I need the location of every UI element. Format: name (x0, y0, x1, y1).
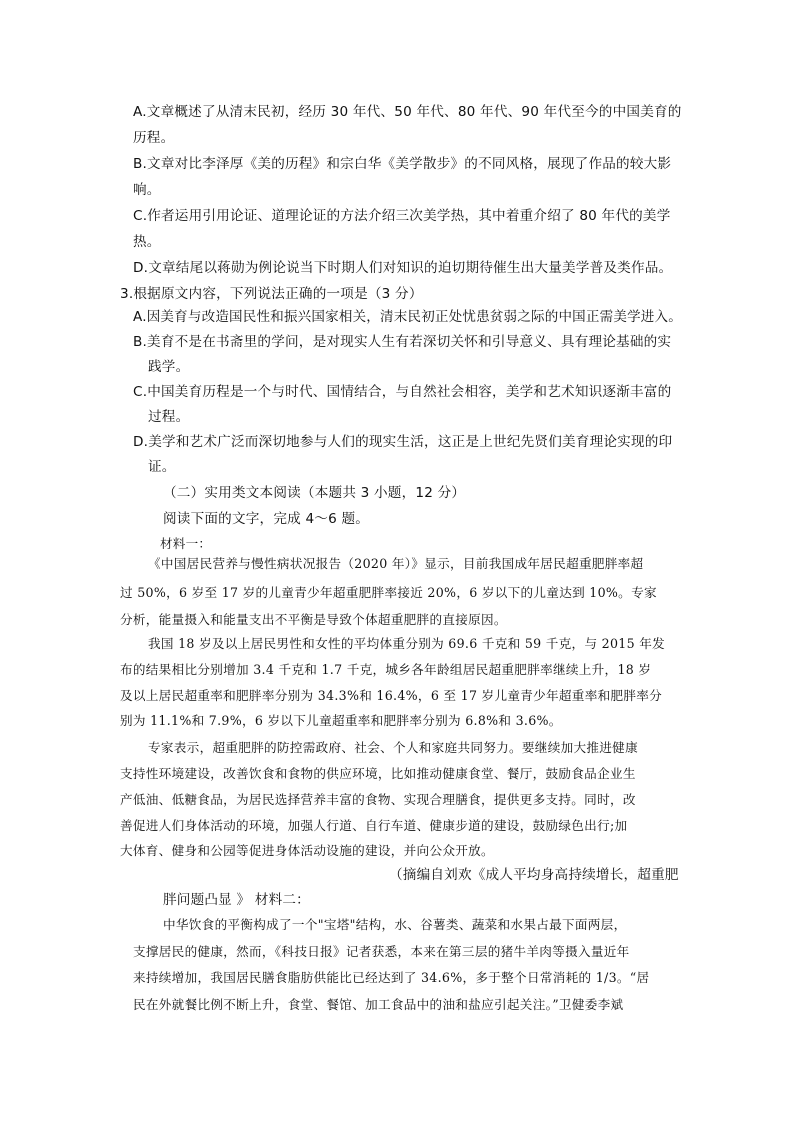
material1-line: 善促进人们身体活动的环境，加强人行道、自行车道、健康步道的建设，鼓励绿色出行;加 (120, 818, 628, 833)
q2-option-d-line1: D.文章结尾以蒋勋为例论说当下时期人们对知识的迫切期待催生出大量美学普及类作品。 (133, 260, 673, 276)
source-citation-line2: 胖问题凸显 》 材料二： (163, 892, 310, 908)
material1-line: 过 50%，6 岁至 17 岁的儿童青少年超重肥胖率接近 20%，6 岁以下的儿童达到 10%。专家 (120, 585, 657, 600)
material1-line: 布的结果相比分别增加 3.4 千克和 1.7 千克，城乡各年龄组居民超重肥胖率继续上升，18 岁 (120, 662, 652, 677)
material1-line: 大体育、健身和公园等促进身体活动设施的建设，并向公众开放。 (120, 843, 494, 858)
material2-line: 支撑居民的健康，然而，《科技日报》记者获悉，本来在第三层的猪牛羊肉等摄入量近年 (133, 944, 630, 959)
material1-line: 我国 18 岁及以上居民男性和女性的平均体重分别为 69.6 千克和 59 千克，与 2015 年发 (148, 636, 665, 651)
q3-option-d-line1: D.美学和艺术广泛而深切地参与人们的现实生活，这正是上世纪先贤们美育理论实现的印 (133, 434, 673, 450)
material1-line: 产低油、低糖食品，为居民选择营养丰富的食物、实现合理膳食，提供更多支持。同时，改 (120, 792, 636, 807)
q2-option-b-line2: 响。 (133, 182, 161, 198)
material2-line: 中华饮食的平衡构成了一个"宝塔"结构，水、谷薯类、蔬菜和水果占最下面两层， (163, 917, 627, 932)
material1-line: 别为 11.1%和 7.9%，6 岁以下儿童超重率和肥胖率分别为 6.8%和 3.6%。 (120, 713, 562, 728)
q2-option-b-line1: B.文章对比李泽厚《美的历程》和宗白华《美学散步》的不同风格，展现了作品的较大影 (133, 156, 672, 172)
q3-option-a-line1: A.因美育与改造国民性和振兴国家相关，清末民初正处忧患贫弱之际的中国正需美学进入。 (133, 309, 682, 325)
q2-option-a-line2: 历程。 (133, 130, 175, 146)
q2-option-c-line2: 热。 (133, 234, 161, 250)
material1-line: 《中国居民营养与慢性病状况报告（2020 年）》显示，目前我国成年居民超重肥胖率超 (148, 556, 644, 571)
q3-option-b-line1: B.美育不是在书斋里的学问，是对现实人生有若深切关怀和引导意义、具有理论基础的实 (133, 334, 672, 350)
material1-line: 分析，能量摄入和能量支出不平衡是导致个体超重肥胖的直接原因。 (120, 612, 507, 627)
material2-line: 民在外就餐比例不断上升，食堂、餐馆、加工食品中的油和盐应引起关注。”卫健委李斌 (133, 997, 624, 1012)
q3-option-c-line2: 过程。 (148, 409, 190, 425)
material1-line: 专家表示，超重肥胖的防控需政府、社会、个人和家庭共同努力。要继续加大推进健康 (148, 740, 638, 755)
section-instruction: 阅读下面的文字，完成 4～6 题。 (163, 511, 370, 527)
material1-label: 材料一： (160, 536, 212, 551)
q3-option-d-line2: 证。 (148, 459, 176, 475)
material1-line: 及以上居民超重率和肥胖率分别为 34.3%和 16.4%，6 至 17 岁儿童青少年超重率和肥胖率分 (120, 688, 663, 703)
section-heading: （二）实用类文本阅读（本题共 3 小题，12 分） (163, 485, 466, 501)
q2-option-a-line1: A.文章概述了从清末民初，经历 30 年代、50 年代、80 年代、90 年代至今的中国美育的 (133, 104, 682, 120)
q2-option-c-line1: C.作者运用引用论证、道理论证的方法介绍三次美学热，其中着重介绍了 80 年代的美学 (133, 208, 671, 224)
material1-line: 支持性环境建设，改善饮食和食物的供应环境，比如推动健康食堂、餐厅，鼓励食品企业生 (120, 766, 636, 781)
q3-option-b-line2: 践学。 (148, 359, 190, 375)
source-citation-line1: （摘编自刘欢《成人平均身高持续增长，超重肥 (389, 867, 679, 883)
q3-option-c-line1: C.中国美育历程是一个与时代、国情结合，与自然社会相容，美学和艺术知识逐渐丰富的 (133, 384, 672, 400)
q3-stem: 3.根据原文内容，下列说法正确的一项是（3 分） (120, 286, 423, 302)
material2-line: 来持续增加，我国居民膳食脂肪供能比已经达到了 34.6%，多于整个日常消耗的 1/3。“居 (133, 970, 650, 985)
